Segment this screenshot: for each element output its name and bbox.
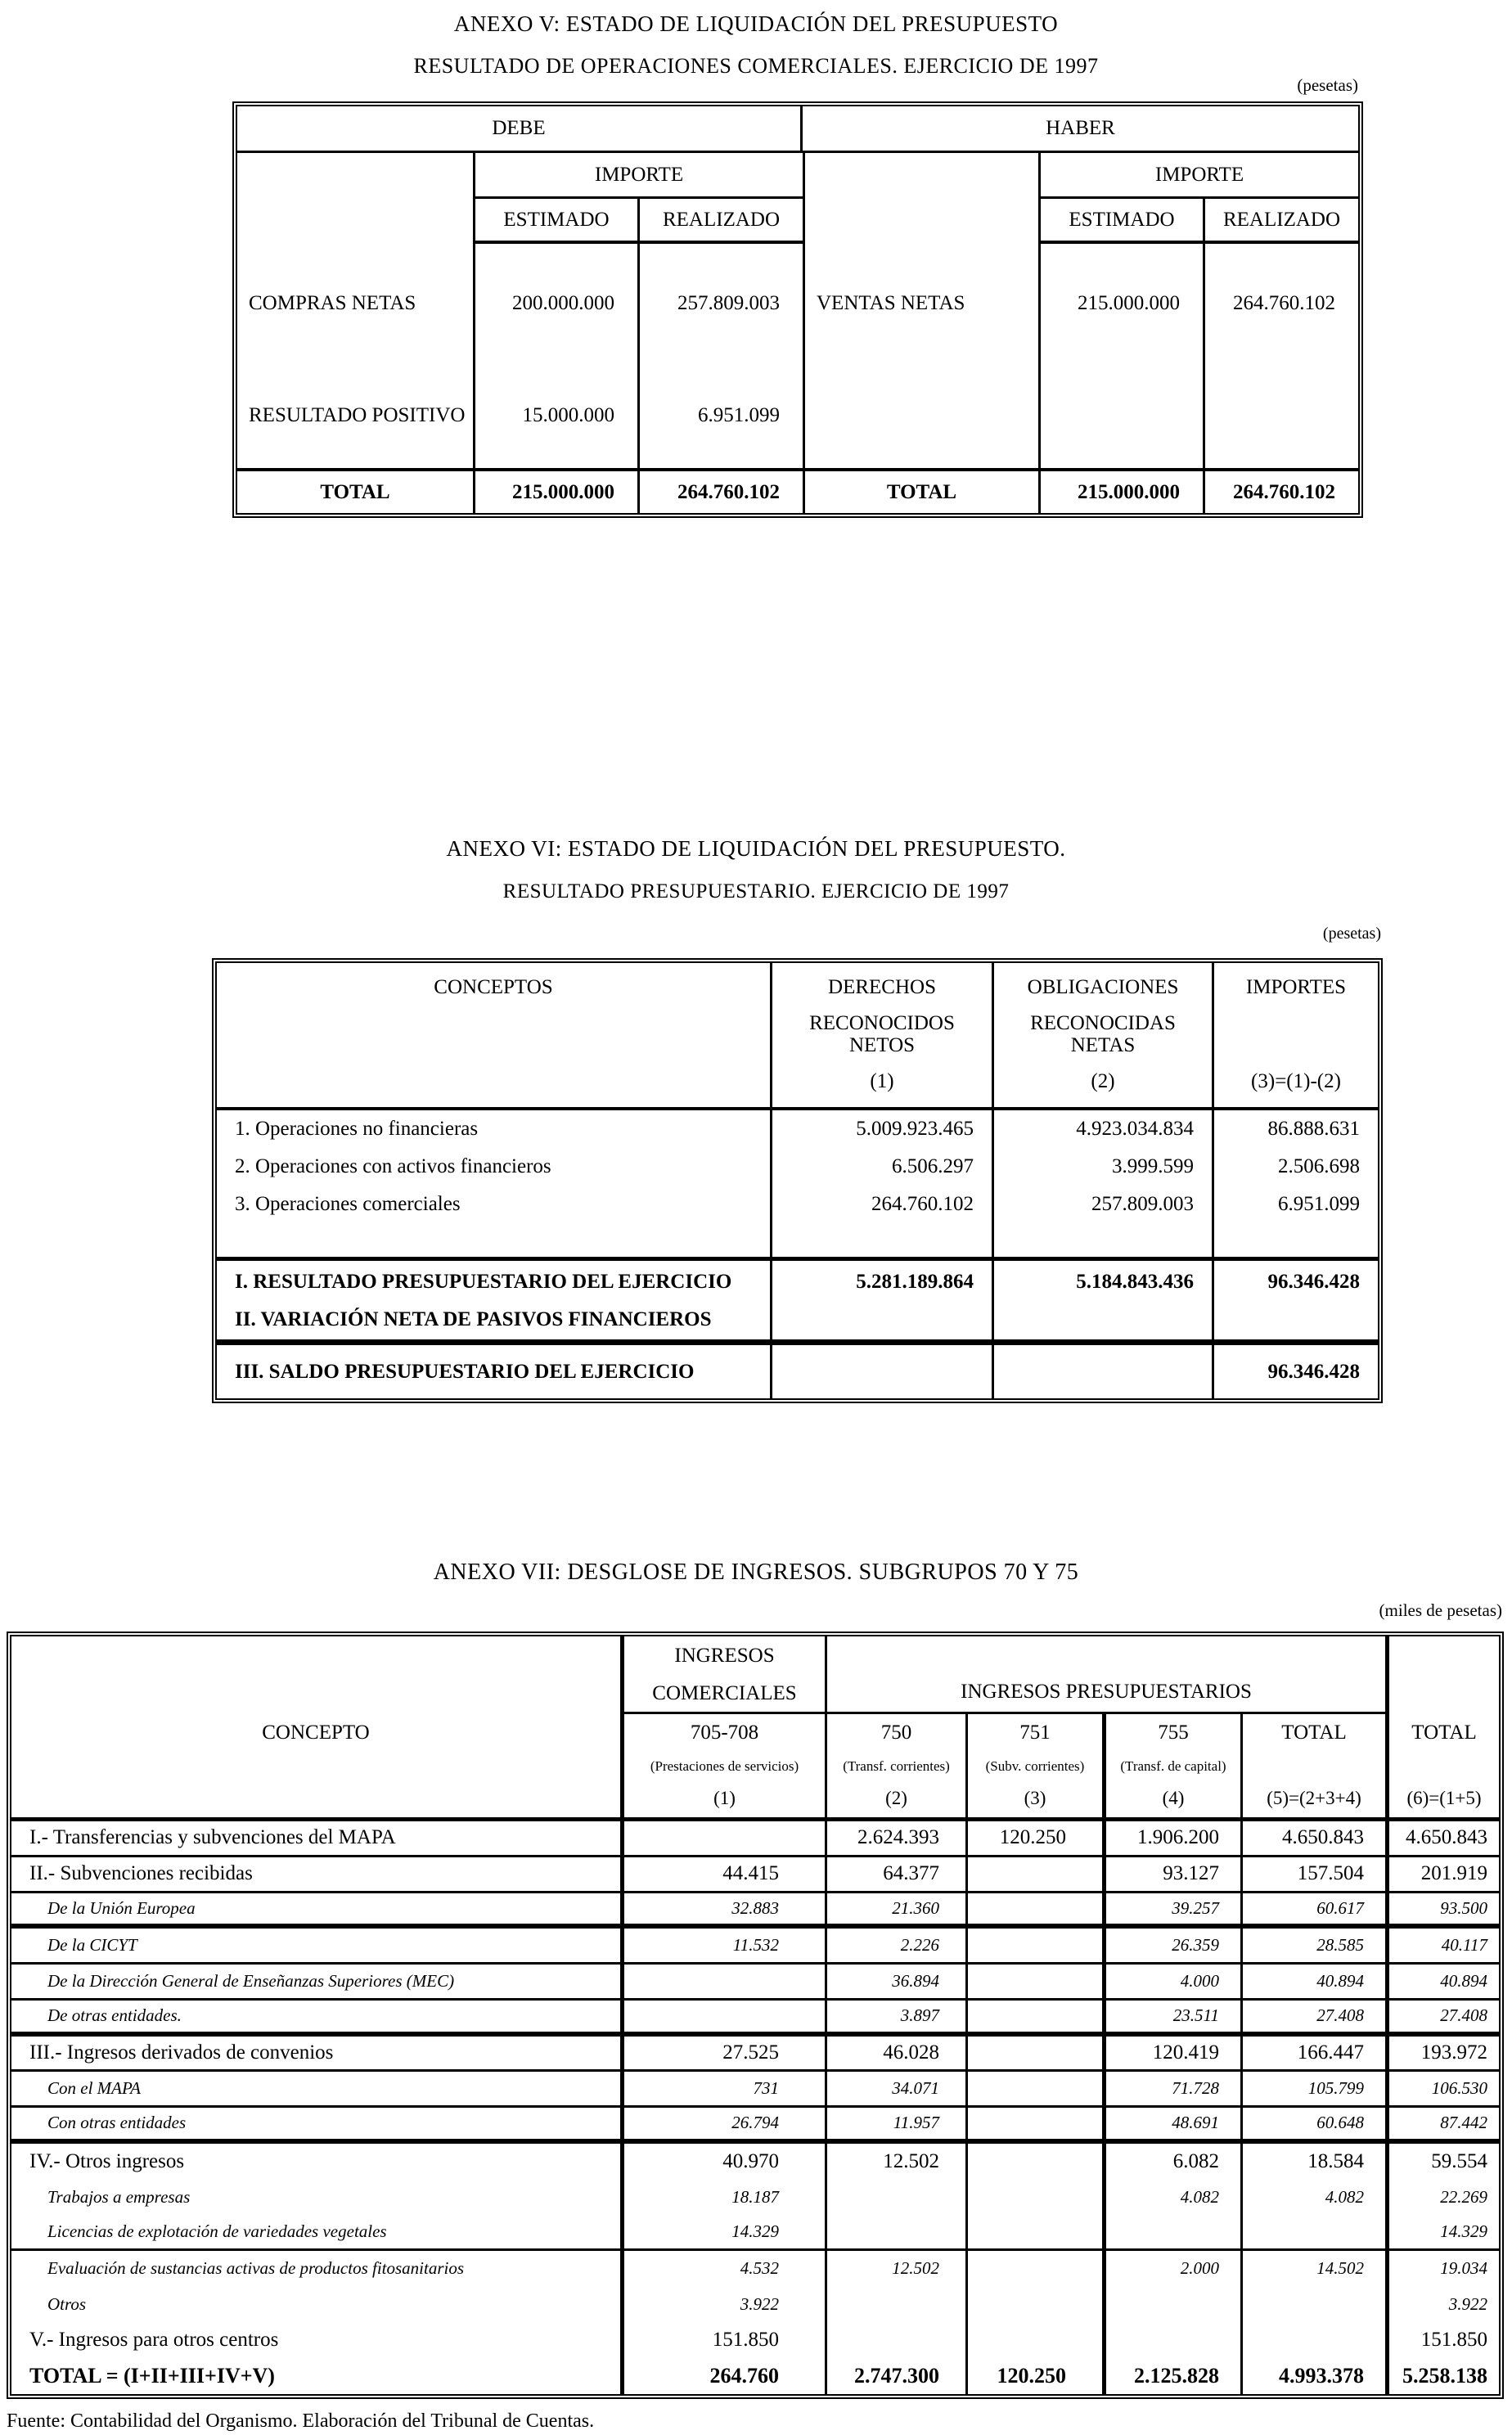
row-value: 5.258.138 bbox=[1385, 2358, 1499, 2394]
spacer-cell bbox=[237, 153, 473, 199]
saldo-label: III. SALDO PRESUPUESTARIO DEL EJERCICIO bbox=[235, 1360, 695, 1383]
source-note: Fuente: Contabilidad del Organismo. Elaboración del Tribunal de Cuentas. bbox=[7, 2410, 595, 2432]
row-concept: Con otras entidades bbox=[47, 2113, 187, 2133]
table-row bbox=[11, 1893, 1499, 1929]
row-value: 60.648 bbox=[1240, 2108, 1385, 2139]
row-value bbox=[1102, 2215, 1240, 2248]
row-value: 40.970 bbox=[620, 2144, 825, 2180]
row-concept: 2. Operaciones con activos financieros bbox=[235, 1155, 551, 1177]
row-value bbox=[965, 2287, 1102, 2323]
column-caption: (Subv. corrientes) bbox=[985, 1758, 1085, 1774]
total-value: 264.760.102 bbox=[1203, 471, 1358, 513]
row-value: 215.000.000 bbox=[1038, 244, 1203, 363]
row-concept: IV.- Otros ingresos bbox=[29, 2149, 185, 2172]
importes-header-cell bbox=[1212, 963, 1378, 1107]
row-value bbox=[1102, 2287, 1240, 2323]
row-value: 6.082 bbox=[1102, 2144, 1240, 2180]
subcolumn-header-cell bbox=[1385, 1714, 1499, 1817]
row-value bbox=[965, 2108, 1102, 2139]
row-concept: De la Unión Europea bbox=[47, 1897, 196, 1918]
table-row bbox=[11, 2287, 1499, 2323]
total-row bbox=[237, 468, 1358, 513]
table-row bbox=[217, 1148, 1378, 1186]
column-code: TOTAL bbox=[1411, 1722, 1477, 1744]
column-header: OBLIGACIONES bbox=[1027, 976, 1179, 998]
resultado-importes: 96.346.428 bbox=[1212, 1261, 1378, 1339]
row-value: 44.415 bbox=[620, 1857, 825, 1891]
anexo5-subtitle: RESULTADO DE OPERACIONES COMERCIALES. EJERCICIO DE 1997 bbox=[413, 54, 1099, 78]
row-value: 4.993.378 bbox=[1240, 2358, 1385, 2394]
row-value: 14.329 bbox=[1385, 2215, 1499, 2248]
row-concept: De la Dirección General de Enseñanzas Superiores (MEC) bbox=[47, 1970, 455, 1991]
debe-label: DEBE bbox=[492, 117, 546, 139]
row-value: 34.071 bbox=[825, 2072, 965, 2105]
row-value: 23.511 bbox=[1102, 2001, 1240, 2032]
row-value: 12.502 bbox=[825, 2144, 965, 2180]
column-formula: (1) bbox=[713, 1788, 736, 1808]
row-value: 120.250 bbox=[965, 2358, 1102, 2394]
row-value: 3.999.599 bbox=[992, 1148, 1212, 1186]
row-concept: TOTAL = (I+II+III+IV+V) bbox=[29, 2364, 275, 2388]
row-value: 200.000.000 bbox=[473, 244, 637, 363]
row-value: 93.500 bbox=[1385, 1893, 1499, 1924]
row-value bbox=[965, 2251, 1102, 2287]
row-value bbox=[1240, 2287, 1385, 2323]
column-header: IMPORTES bbox=[1245, 976, 1347, 998]
column-caption: (Prestaciones de servicios) bbox=[650, 1758, 799, 1774]
row-concept: Otros bbox=[47, 2294, 87, 2315]
row-concept bbox=[803, 363, 1038, 468]
row-value: 4.532 bbox=[620, 2251, 825, 2287]
column-header: INGRESOS PRESUPUESTARIOS bbox=[961, 1681, 1252, 1703]
row-value: 15.000.000 bbox=[473, 363, 637, 468]
row-value: 21.360 bbox=[825, 1893, 965, 1924]
row-value: 27.408 bbox=[1385, 2001, 1499, 2032]
row-value bbox=[965, 2072, 1102, 2105]
row-concept: 1. Operaciones no financieras bbox=[235, 1118, 479, 1140]
importe-label: IMPORTE bbox=[1154, 163, 1244, 186]
subcolumn-header-cell bbox=[620, 1714, 825, 1817]
row-value: 5.009.923.465 bbox=[770, 1110, 992, 1148]
row-value: 120.419 bbox=[1102, 2037, 1240, 2070]
row-value: 36.894 bbox=[825, 1965, 965, 1998]
estimado-haber-cell bbox=[1038, 199, 1203, 244]
column-header: (2) bbox=[1091, 1069, 1115, 1092]
row-value: 40.117 bbox=[1385, 1929, 1499, 1962]
haber-label: HABER bbox=[1046, 117, 1115, 139]
row-value: 120.250 bbox=[965, 1821, 1102, 1855]
row-value: 14.502 bbox=[1240, 2251, 1385, 2287]
row-value: 2.125.828 bbox=[1102, 2358, 1240, 2394]
column-header: COMERCIALES bbox=[652, 1682, 797, 1704]
row-value bbox=[965, 2323, 1102, 2359]
subcolumn-header-cell bbox=[1102, 1714, 1240, 1817]
row-concept: Con el MAPA bbox=[47, 2078, 141, 2099]
haber-header-cell bbox=[803, 106, 1358, 151]
row-value bbox=[1240, 2215, 1385, 2248]
spacer-cell bbox=[237, 199, 473, 244]
resultado-concepts bbox=[217, 1261, 770, 1339]
row-value: 6.951.099 bbox=[1212, 1186, 1378, 1223]
row-value bbox=[825, 2180, 965, 2216]
resultado-obligaciones: 5.184.843.436 bbox=[992, 1261, 1212, 1339]
column-formula: (6)=(1+5) bbox=[1406, 1788, 1482, 1808]
row-value: 60.617 bbox=[1240, 1893, 1385, 1924]
total-label: TOTAL bbox=[320, 480, 390, 503]
resultado-line1: I. RESULTADO PRESUPUESTARIO DEL EJERCICIO bbox=[235, 1271, 732, 1293]
row-value: 2.000 bbox=[1102, 2251, 1240, 2287]
column-formula: (3) bbox=[1024, 1788, 1046, 1808]
row-value: 201.919 bbox=[1385, 1857, 1499, 1891]
debe-haber-header-row bbox=[237, 106, 1358, 153]
total-value: 215.000.000 bbox=[1038, 471, 1203, 513]
row-value bbox=[1102, 2323, 1240, 2359]
total-value: 264.760.102 bbox=[637, 471, 803, 513]
column-formula: (5)=(2+3+4) bbox=[1267, 1788, 1361, 1808]
row-value: 59.554 bbox=[1385, 2144, 1499, 2180]
row-value: 6.951.099 bbox=[637, 363, 803, 468]
row-value: 4.650.843 bbox=[1240, 1821, 1385, 1855]
anexo5-unit-note: (pesetas) bbox=[1297, 75, 1358, 95]
column-caption: (Transf. corrientes) bbox=[843, 1758, 950, 1774]
column-header: RECONOCIDOS NETOS bbox=[809, 1011, 955, 1056]
row-value: 26.794 bbox=[620, 2108, 825, 2139]
anexo6-table bbox=[212, 958, 1383, 1403]
table-row bbox=[11, 1821, 1499, 1857]
anexo7-title: ANEXO VII: DESGLOSE DE INGRESOS. SUBGRUPOS 70 Y 75 bbox=[433, 1560, 1079, 1585]
importe-label: IMPORTE bbox=[594, 163, 684, 186]
table-row bbox=[11, 2037, 1499, 2073]
row-value: 264.760.102 bbox=[770, 1186, 992, 1223]
row-value bbox=[965, 1929, 1102, 1962]
row-value: 71.728 bbox=[1102, 2072, 1240, 2105]
row-value bbox=[1038, 363, 1203, 468]
column-header: (1) bbox=[870, 1069, 894, 1092]
row-value: 86.888.631 bbox=[1212, 1110, 1378, 1148]
row-value: 40.894 bbox=[1385, 1965, 1499, 1998]
row-value: 22.269 bbox=[1385, 2180, 1499, 2216]
row-value: 6.506.297 bbox=[770, 1148, 992, 1186]
row-value bbox=[620, 1821, 825, 1855]
anexo6-title: ANEXO VI: ESTADO DE LIQUIDACIÓN DEL PRESUPUESTO. bbox=[446, 836, 1066, 861]
column-formula: (4) bbox=[1162, 1788, 1185, 1808]
row-value: 193.972 bbox=[1385, 2037, 1499, 2070]
concepto-label: CONCEPTO bbox=[262, 1722, 370, 1744]
table-row bbox=[11, 2215, 1499, 2251]
estimado-debe-cell bbox=[473, 199, 637, 244]
row-value: 28.585 bbox=[1240, 1929, 1385, 1962]
row-value: 157.504 bbox=[1240, 1857, 1385, 1891]
row-value: 32.883 bbox=[620, 1893, 825, 1924]
row-value: 14.329 bbox=[620, 2215, 825, 2248]
realizado-debe-cell bbox=[637, 199, 803, 244]
estimado-label: ESTIMADO bbox=[503, 208, 610, 231]
row-value: 19.034 bbox=[1385, 2251, 1499, 2287]
row-value bbox=[965, 2001, 1102, 2032]
row-concept: II.- Subvenciones recibidas bbox=[29, 1862, 253, 1885]
anexo7-band2-row bbox=[11, 1714, 1499, 1821]
row-value: 2.226 bbox=[825, 1929, 965, 1962]
subcolumn-header-cell bbox=[825, 1714, 965, 1817]
spacer-cell bbox=[803, 153, 1038, 199]
table-row bbox=[11, 2144, 1499, 2180]
row-concept: Evaluación de sustancias activas de productos fitosanitarios bbox=[47, 2258, 465, 2279]
subcolumn-header-cell bbox=[965, 1714, 1102, 1817]
row-value: 48.691 bbox=[1102, 2108, 1240, 2139]
table-row bbox=[11, 2072, 1499, 2108]
spacer-cell bbox=[803, 199, 1038, 244]
table-row bbox=[11, 2180, 1499, 2216]
table-row bbox=[11, 1929, 1499, 1965]
resultado-derechos: 5.281.189.864 bbox=[770, 1261, 992, 1339]
row-concept: De la CICYT bbox=[47, 1935, 137, 1956]
row-value bbox=[825, 2215, 965, 2248]
row-value: 46.028 bbox=[825, 2037, 965, 2070]
row-value: 264.760 bbox=[620, 2358, 825, 2394]
row-value bbox=[620, 2001, 825, 2032]
column-formula: (2) bbox=[885, 1788, 907, 1808]
anexo5-title: ANEXO V: ESTADO DE LIQUIDACIÓN DEL PRESUPUESTO bbox=[453, 11, 1059, 36]
obligaciones-header-cell bbox=[992, 963, 1212, 1107]
table-row bbox=[217, 1186, 1378, 1223]
ingresos-presupuestarios-header-cell bbox=[825, 1636, 1385, 1714]
row-concept: III.- Ingresos derivados de convenios bbox=[29, 2041, 334, 2064]
conceptos-header-cell bbox=[217, 963, 770, 1107]
row-value bbox=[825, 2287, 965, 2323]
row-value: 4.000 bbox=[1102, 1965, 1240, 1998]
anexo6-subtitle: RESULTADO PRESUPUESTARIO. EJERCICIO DE 1997 bbox=[502, 880, 1010, 902]
row-value: 2.747.300 bbox=[825, 2358, 965, 2394]
resultado-section-row bbox=[217, 1261, 1378, 1339]
table-row bbox=[11, 2323, 1499, 2359]
row-value: 40.894 bbox=[1240, 1965, 1385, 1998]
column-header: DERECHOS bbox=[828, 976, 936, 998]
table-row bbox=[237, 363, 1358, 468]
row-value bbox=[620, 1965, 825, 1998]
realizado-haber-cell bbox=[1203, 199, 1358, 244]
anexo7-band1-row bbox=[11, 1636, 1499, 1714]
row-value: 257.809.003 bbox=[992, 1186, 1212, 1223]
table-row bbox=[11, 2108, 1499, 2144]
row-value: 3.922 bbox=[620, 2287, 825, 2323]
row-concept: 3. Operaciones comerciales bbox=[235, 1193, 461, 1215]
derechos-header-cell bbox=[770, 963, 992, 1107]
debe-header-cell bbox=[237, 106, 803, 151]
anexo7-table bbox=[7, 1632, 1504, 2399]
subcolumn-header-cell bbox=[1240, 1714, 1385, 1817]
realizado-label: REALIZADO bbox=[662, 208, 781, 231]
row-value: 4.082 bbox=[1102, 2180, 1240, 2216]
column-code: 755 bbox=[1158, 1722, 1189, 1744]
ingresos-comerciales-header-cell bbox=[620, 1636, 825, 1714]
row-value: 2.624.393 bbox=[825, 1821, 965, 1855]
resultado-line2: II. VARIACIÓN NETA DE PASIVOS FINANCIEROS bbox=[235, 1308, 712, 1330]
row-concept: De otras entidades. bbox=[47, 2005, 182, 2026]
column-code: TOTAL bbox=[1281, 1722, 1347, 1744]
row-value: 4.650.843 bbox=[1385, 1821, 1499, 1855]
importe-haber-cell bbox=[1038, 153, 1358, 199]
row-value: 27.525 bbox=[620, 2037, 825, 2070]
row-value bbox=[965, 2037, 1102, 2070]
row-value: 39.257 bbox=[1102, 1893, 1240, 1924]
column-header: RECONOCIDAS NETAS bbox=[1030, 1011, 1176, 1056]
row-value: 87.442 bbox=[1385, 2108, 1499, 2139]
row-value: 3.922 bbox=[1385, 2287, 1499, 2323]
row-concept: RESULTADO POSITIVO bbox=[249, 404, 466, 426]
row-value: 4.923.034.834 bbox=[992, 1110, 1212, 1148]
row-value: 151.850 bbox=[620, 2323, 825, 2359]
column-header: INGRESOS bbox=[674, 1645, 775, 1667]
anexo6-header-row bbox=[217, 963, 1378, 1110]
table-row bbox=[11, 2251, 1499, 2287]
row-value bbox=[965, 2144, 1102, 2180]
spacer-row bbox=[217, 1223, 1378, 1261]
importe-debe-cell bbox=[473, 153, 803, 199]
conceptos-label: CONCEPTOS bbox=[434, 976, 553, 998]
row-value: 106.530 bbox=[1385, 2072, 1499, 2105]
table-row bbox=[11, 1965, 1499, 2001]
row-value bbox=[825, 2323, 965, 2359]
row-concept: VENTAS NETAS bbox=[803, 244, 1038, 363]
row-value: 12.502 bbox=[825, 2251, 965, 2287]
row-concept: Licencias de explotación de variedades vegetales bbox=[47, 2221, 387, 2242]
row-value: 27.408 bbox=[1240, 2001, 1385, 2032]
saldo-importes: 96.346.428 bbox=[1212, 1345, 1378, 1398]
column-code: 750 bbox=[880, 1722, 912, 1744]
row-value: 2.506.698 bbox=[1212, 1148, 1378, 1186]
anexo7-unit-note: (miles de pesetas) bbox=[1379, 1600, 1502, 1620]
row-value: 105.799 bbox=[1240, 2072, 1385, 2105]
importe-header-row bbox=[237, 153, 1358, 199]
concepto-header-cell bbox=[11, 1714, 620, 1817]
table-row bbox=[237, 244, 1358, 363]
total-label: TOTAL bbox=[803, 471, 1038, 513]
row-concept: Trabajos a empresas bbox=[47, 2186, 191, 2207]
column-header: (3)=(1)-(2) bbox=[1251, 1069, 1341, 1092]
table-row bbox=[217, 1110, 1378, 1148]
anexo6-unit-note: (pesetas) bbox=[1322, 925, 1381, 943]
spacer-cell bbox=[1385, 1636, 1499, 1714]
row-value: 11.532 bbox=[620, 1929, 825, 1962]
row-concept: I.- Transferencias y subvenciones del MAPA bbox=[29, 1826, 396, 1849]
row-value: 151.850 bbox=[1385, 2323, 1499, 2359]
row-value: 26.359 bbox=[1102, 1929, 1240, 1962]
row-value: 4.082 bbox=[1240, 2180, 1385, 2216]
row-value: 11.957 bbox=[825, 2108, 965, 2139]
row-value bbox=[965, 2215, 1102, 2248]
column-caption: (Transf. de capital) bbox=[1120, 1758, 1226, 1774]
row-value bbox=[965, 1965, 1102, 1998]
column-code: 751 bbox=[1019, 1722, 1051, 1744]
row-value: 257.809.003 bbox=[637, 244, 803, 363]
estimado-label: ESTIMADO bbox=[1069, 208, 1175, 231]
row-value bbox=[965, 2180, 1102, 2216]
estimado-realizado-header-row bbox=[237, 199, 1358, 244]
saldo-section-row bbox=[217, 1339, 1378, 1398]
row-value bbox=[1203, 363, 1358, 468]
anexo5-table bbox=[232, 101, 1363, 518]
row-value: 1.906.200 bbox=[1102, 1821, 1240, 1855]
row-value bbox=[1240, 2323, 1385, 2359]
row-concept: COMPRAS NETAS bbox=[249, 292, 416, 314]
row-value bbox=[965, 1857, 1102, 1891]
row-value: 64.377 bbox=[825, 1857, 965, 1891]
row-concept: V.- Ingresos para otros centros bbox=[29, 2329, 279, 2352]
table-row bbox=[11, 2358, 1499, 2394]
row-value: 264.760.102 bbox=[1203, 244, 1358, 363]
row-value: 93.127 bbox=[1102, 1857, 1240, 1891]
row-value: 18.187 bbox=[620, 2180, 825, 2216]
column-code: 705-708 bbox=[690, 1722, 759, 1744]
table-row bbox=[11, 2001, 1499, 2037]
table-row bbox=[11, 1857, 1499, 1893]
row-value: 18.584 bbox=[1240, 2144, 1385, 2180]
realizado-label: REALIZADO bbox=[1222, 208, 1341, 231]
spacer-cell bbox=[11, 1636, 620, 1714]
total-value: 215.000.000 bbox=[473, 471, 637, 513]
row-value bbox=[965, 1893, 1102, 1924]
row-value: 731 bbox=[620, 2072, 825, 2105]
row-value: 166.447 bbox=[1240, 2037, 1385, 2070]
row-value: 3.897 bbox=[825, 2001, 965, 2032]
